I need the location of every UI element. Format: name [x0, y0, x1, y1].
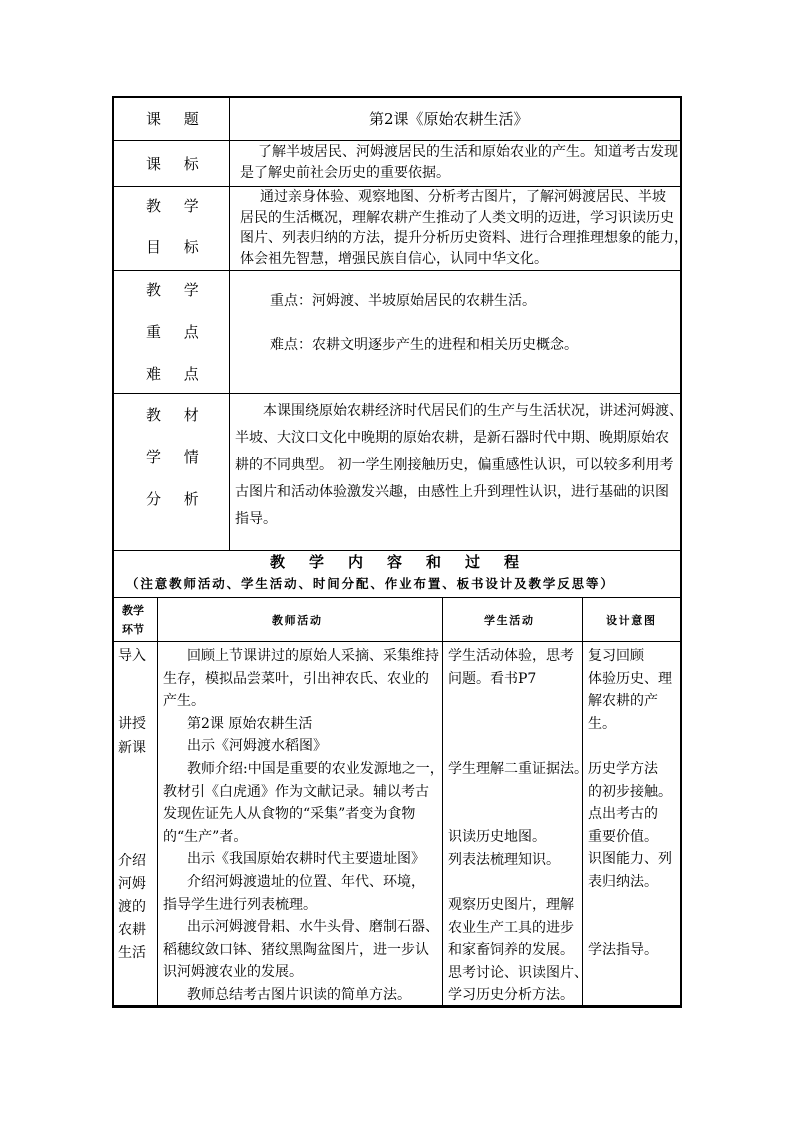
column-header-divider — [112, 641, 682, 642]
teacher-activity — [163, 645, 444, 1007]
design-line: 解农耕的产 — [588, 693, 658, 710]
goals-line: 居民的生活概况，理解农耕产生推动了人类文明的迈进，学习识读历史 — [240, 209, 674, 226]
goals-label-2: 目 标 — [146, 238, 208, 256]
goals-line: 体会祖先智慧，增强民族自信心，认同中华文化。 — [240, 250, 548, 267]
student-activity-1 — [448, 645, 574, 690]
analysis-label-2: 学 情 — [146, 448, 208, 466]
student-line: 学习历史分析方法。 — [448, 987, 574, 1004]
standard-text — [240, 142, 678, 184]
row-divider-1 — [112, 140, 682, 141]
design-intent-1 — [588, 645, 672, 735]
row-divider-4 — [112, 393, 682, 394]
goals-text — [240, 187, 688, 269]
design-line: 点出考古的 — [588, 806, 658, 823]
col-header-stage-1: 教学 — [122, 604, 144, 617]
teacher-line: 稻穗纹敛口钵、猪纹黑陶盆图片，进一步认 — [163, 941, 429, 958]
key-point: 重点：河姆渡、半坡原始居民的农耕生活。 — [270, 293, 536, 309]
process-title: 教学内容和过程 — [270, 553, 544, 571]
teacher-line: 介绍河姆渡遗址的位置、年代、环境， — [187, 873, 425, 890]
goals-line: 通过亲身体验、观察地图、分析考古图片，了解河姆渡居民、半坡 — [260, 189, 666, 205]
design-line: 重要价值。 — [588, 828, 658, 845]
student-line: 思考讨论、识读图片、 — [448, 964, 588, 981]
course-title: 第2课《原始农耕生活》 — [369, 110, 529, 128]
table-border-top — [112, 96, 682, 98]
stage-teach-1: 讲授 — [118, 716, 146, 732]
design-line: 生。 — [588, 715, 616, 732]
col-divider-1 — [157, 597, 158, 1007]
stage-line: 介绍 — [118, 853, 146, 869]
analysis-label-1: 教 材 — [146, 406, 208, 424]
student-line: 问题。看书P7 — [448, 670, 537, 687]
teacher-line: 出示《河姆渡水稻图》 — [187, 738, 327, 755]
analysis-line: 半坡、大汶口文化中晚期的原始农耕，是新石器时代中期、晚期原始农 — [235, 430, 669, 446]
teacher-line: 生存，模拟品尝菜叶，引出神农氏、农业的 — [163, 670, 429, 687]
student-activity-2: 学生理解二重证据法。 — [448, 761, 588, 777]
analysis-line: 指导。 — [235, 511, 277, 527]
student-line: 农业生产工具的进步 — [448, 919, 574, 936]
key-label-3: 难 点 — [146, 365, 208, 383]
teacher-line: 出示《我国原始农耕时代主要遗址图》 — [187, 851, 425, 868]
design-intent-3: 学法指导。 — [588, 942, 658, 958]
design-intent-2 — [588, 758, 672, 894]
course-label: 课 题 — [146, 110, 208, 128]
col-header-student: 学生活动 — [484, 614, 535, 627]
teacher-line: 识河姆渡农业的发展。 — [163, 964, 303, 981]
design-line: 体验历史、理 — [588, 670, 672, 687]
standard-line: 了解半坡居民、河姆渡居民的生活和原始农业的产生。知道考古发现 — [258, 144, 678, 160]
teacher-line: 第2课 原始农耕生活 — [187, 715, 313, 732]
stage-line: 河姆 — [118, 876, 146, 892]
student-line: 列表法梳理知识。 — [448, 851, 560, 868]
teacher-line: 教师介绍:中国是重要的农业发源地之一， — [187, 760, 444, 777]
row-divider-5 — [112, 550, 682, 551]
difficult-point: 难点：农耕文明逐步产生的进程和相关历史概念。 — [270, 337, 578, 353]
teacher-line: 教材引《白虎通》作为文献记录。辅以考古 — [163, 783, 429, 800]
design-line: 复习回顾 — [588, 648, 644, 664]
key-label-2: 重 点 — [146, 323, 208, 341]
teacher-line: 回顾上节课讲过的原始人采摘、采集维持 — [187, 648, 439, 664]
student-line: 和家畜饲养的发展。 — [448, 942, 574, 959]
goals-line: 图片、列表归纳的方法，提升分析历史资料、进行合理推理想象的能力， — [240, 230, 688, 246]
col-header-stage-2: 环节 — [122, 623, 144, 636]
standard-label: 课 标 — [146, 155, 208, 173]
teacher-line: 教师总结考古图片识读的简单方法。 — [187, 986, 411, 1003]
stage-line: 渡的 — [118, 899, 146, 915]
col-header-teacher: 教师活动 — [272, 614, 323, 627]
design-line: 表归纳法。 — [588, 873, 658, 890]
teacher-line: 产生。 — [163, 693, 205, 710]
label-column-divider — [229, 96, 230, 550]
student-line: 观察历史图片，理解 — [448, 897, 574, 913]
stage-hemudu — [118, 850, 146, 965]
table-border-left — [112, 96, 114, 1008]
analysis-line: 古图片和活动体验激发兴趣，由感性上升到理性认识，进行基础的识图 — [235, 484, 669, 500]
process-note: （注意教师活动、学生活动、时间分配、作业布置、板书设计及教学反思等） — [126, 576, 615, 591]
stage-teach-2: 新课 — [118, 740, 146, 756]
design-line: 的初步接触。 — [588, 783, 672, 800]
stage-intro: 导入 — [118, 648, 146, 664]
stage-line: 农耕 — [118, 922, 146, 938]
row-divider-3 — [112, 270, 682, 271]
analysis-text — [235, 398, 683, 533]
col-header-design: 设计意图 — [606, 614, 657, 627]
student-activity-3 — [448, 826, 560, 871]
stage-line: 生活 — [118, 945, 146, 961]
key-label-1: 教 学 — [146, 281, 208, 299]
teacher-line: 的“生产”者。 — [163, 828, 248, 845]
teacher-line: 出示河姆渡骨耜、水牛头骨、磨制石器、 — [187, 919, 439, 936]
teacher-line: 指导学生进行列表梳理。 — [163, 896, 317, 913]
teacher-line: 发现佐证先人从食物的“采集”者变为食物 — [163, 806, 416, 823]
process-header-divider — [112, 597, 682, 598]
analysis-label-3: 分 析 — [146, 490, 208, 508]
design-line: 历史学方法 — [588, 761, 658, 777]
student-line: 识读历史地图。 — [448, 829, 546, 845]
student-line: 学生活动体验，思考 — [448, 648, 574, 664]
goals-label-1: 教 学 — [146, 197, 208, 215]
analysis-line: 本课围绕原始农耕经济时代居民们的生产与生活状况，讲述河姆渡、 — [263, 403, 683, 419]
student-activity-4 — [448, 894, 588, 1007]
standard-line: 是了解史前社会历史的重要依据。 — [240, 165, 450, 181]
analysis-line: 耕的不同典型。 初一学生刚接触历史，偏重感性认识，可以较多利用考 — [235, 457, 674, 473]
design-line: 识图能力、列 — [588, 851, 672, 868]
